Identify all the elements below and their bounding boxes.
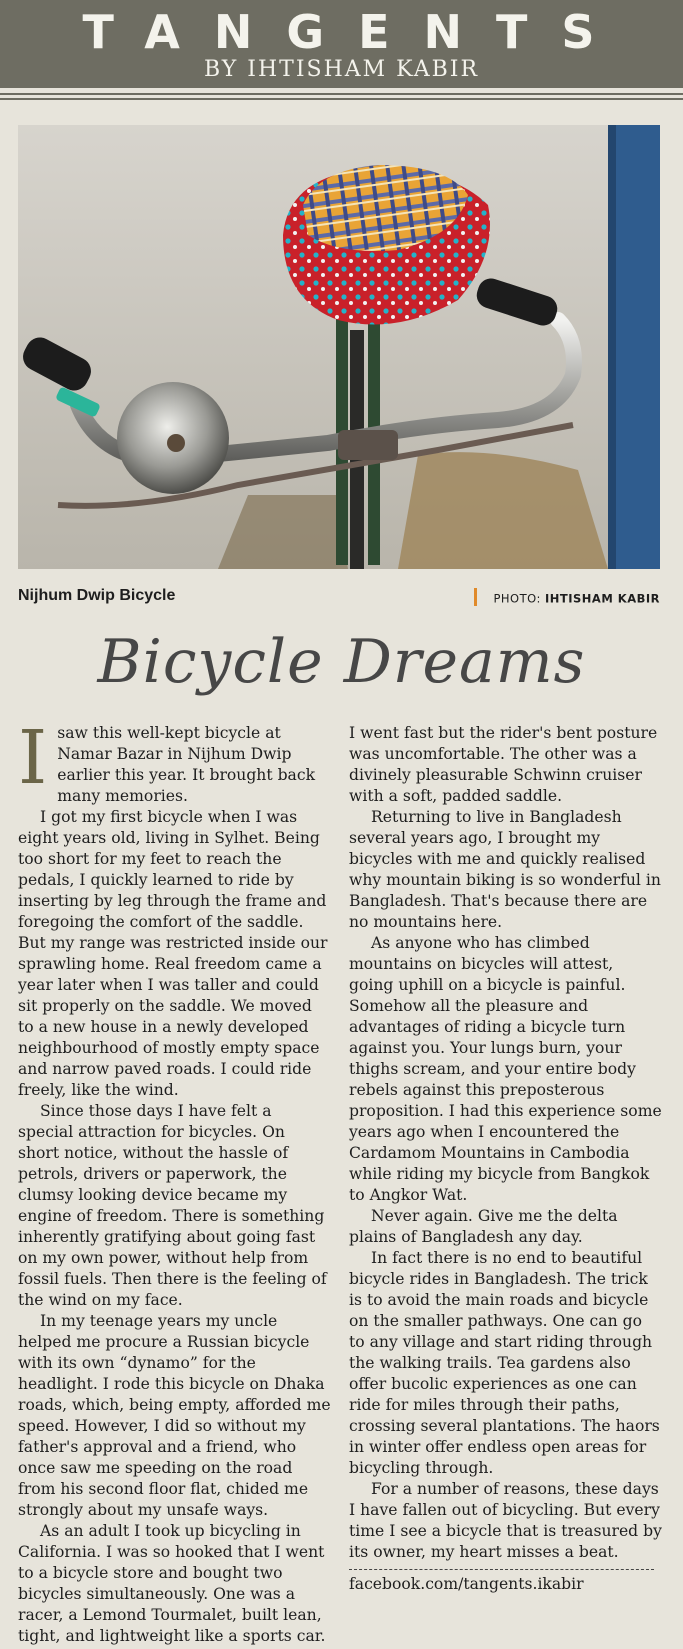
- article-paragraph: Since those days I have felt a special attraction for bicycles. On short notice, without the hassle of petrols, drivers or paperwork, the clumsy looking device became my engine of freedom. There is something inherently gratifying about going fast on my own power, without help from fossil fuels. Then there is the feeling of the wind on my face.: [18, 1102, 327, 1309]
- article-paragraph: Isaw this well-kept bicycle at Namar Bazar in Nijhum Dwip earlier this year. It brought back many memories.: [18, 715, 316, 805]
- masthead-rule-bottom: [0, 98, 683, 100]
- article-photo: [18, 125, 660, 569]
- bicycle-photo-illustration: [18, 125, 660, 569]
- photo-credit-name: IHTISHAM KABIR: [545, 591, 660, 606]
- straw: [398, 452, 608, 569]
- masthead-rule-top: [0, 93, 683, 95]
- article-paragraph: Never again. Give me the delta plains of Bangladesh any day.: [349, 1207, 618, 1246]
- article-paragraph: In fact there is no end to beautiful bicycle rides in Bangladesh. The trick is to avoid the main roads and bicycle on the smaller pathways. One can go to any village and start riding through the walking trails. Tea gardens also offer bucolic experiences as one can ride for miles through their paths, crossing several plantations. The haors in winter offer endless open areas for bicycling through.: [349, 1249, 660, 1477]
- column-title: TANGENTS: [82, 5, 629, 59]
- article-paragraph: Returning to live in Bangladesh several years ago, I brought my bicycles with me and quickly realised why mountain biking is so wonderful in Bangladesh. That's because there are no mountains here.: [349, 808, 661, 931]
- dashed-separator: [349, 1569, 654, 1570]
- article-column-right: [349, 723, 662, 1595]
- drop-cap: I: [18, 715, 48, 801]
- masthead: [0, 0, 683, 88]
- credit-accent-bar: [474, 588, 477, 606]
- stem-clamp: [338, 430, 398, 460]
- photo-caption: Nijhum Dwip Bicycle: [18, 587, 176, 604]
- article-headline: Bicycle Dreams: [97, 627, 586, 697]
- article-paragraph: As an adult I took up bicycling in California. I was so hooked that I went to a bicycle store and bought two bicycles simultaneously. One was a racer, a Lemond Tourmalet, built lean, tight, and lightweight like a sports car.: [18, 1522, 326, 1645]
- article-paragraph: In my teenage years my uncle helped me procure a Russian bicycle with its own “dynamo” for the headlight. I rode this bicycle on Dhaka roads, which, being empty, afforded me speed. However, I did so without my father's approval and a friend, who once saw me speeding on the road from his second floor flat, chided me strongly about my unsafe ways.: [18, 1312, 331, 1519]
- footer-url: facebook.com/tangents.ikabir: [349, 1575, 584, 1593]
- photo-credit: [474, 590, 660, 608]
- article-paragraph: I got my first bicycle when I was eight years old, living in Sylhet. Being too short for my feet to reach the pedals, I quickly learned to ride by inserting by leg through the frame and foregoing the comfort of the saddle. But my range was restricted inside our sprawling home. Real freedom came a year later when I was taller and could sit properly on the saddle. We moved to a new house in a newly developed neighbourhood of mostly empty space and narrow paved roads. I could ride freely, like the wind.: [18, 808, 328, 1099]
- article-paragraph: For a number of reasons, these days I have fallen out of bicycling. But every time I see a bicycle that is treasured by its owner, my heart misses a beat.: [349, 1480, 662, 1561]
- article-paragraph: I went fast but the rider's bent posture was uncomfortable. The other was a divinely pleasurable Schwinn cruiser with a soft, padded saddle.: [349, 724, 658, 805]
- column-byline: BY IHTISHAM KABIR: [203, 57, 480, 82]
- article-column-left: [18, 715, 331, 1647]
- article-paragraph: As anyone who has climbed mountains on bicycles will attest, going uphill on a bicycle is painful. Somehow all the pleasure and advantages of riding a bicycle turn against you. Your lungs burn, your thighs scream, and your entire body rebels against this preposterous proposition. I had this experience some years ago when I encountered the Cardamom Mountains in Cambodia while riding my bicycle from Bangkok to Angkor Wat.: [349, 934, 662, 1204]
- photo-credit-prefix: PHOTO:: [493, 591, 545, 606]
